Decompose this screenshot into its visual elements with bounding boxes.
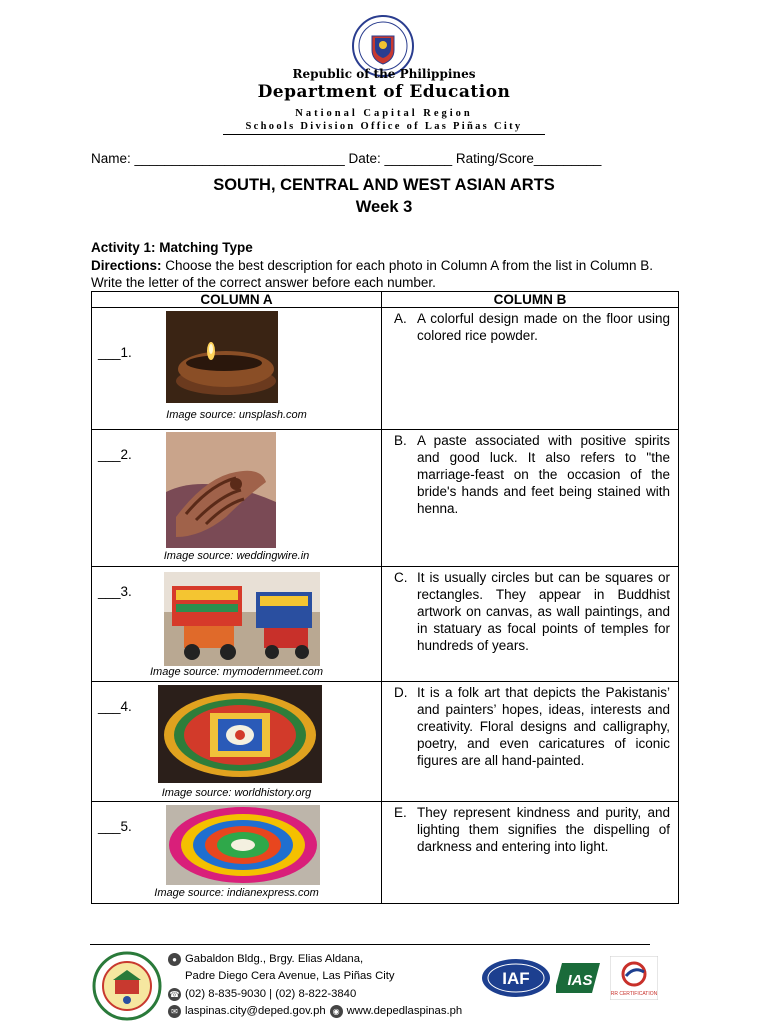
header-department: Department of Education — [257, 82, 511, 102]
page-subtitle: Week 3 — [355, 198, 413, 216]
header-divider — [223, 134, 545, 135]
iaf-label: IAF — [502, 969, 530, 988]
location-icon: ● — [168, 953, 181, 966]
choice-letter-e: E. — [394, 805, 407, 820]
directions-text: Choose the best description for each photo in Column A from the list in Column B. Write the letter of the correct answer before each number. — [91, 258, 654, 290]
choice-text-e: They represent kindness and purity, and lighting them signifies the dispelling of darkness and entering into light. — [417, 805, 670, 854]
email-icon: ✉ — [168, 1005, 181, 1018]
iaf-logo-icon — [481, 958, 551, 998]
ias-label: IAS — [567, 972, 593, 989]
answer-blank-1[interactable]: ___1. — [98, 345, 132, 360]
image-source-1: Image source: unsplash.com — [166, 409, 307, 421]
choice-text-b: A paste associated with positive spirits and good luck. It also refers to "the marriage-feast on the occasion of the bride's hands and feet being stained with henna. — [417, 433, 670, 516]
rr-cert-logo-icon — [610, 956, 658, 1000]
answer-blank-2[interactable]: ___2. — [98, 447, 132, 462]
page-title: SOUTH, CENTRAL AND WEST ASIAN ARTS — [213, 176, 555, 194]
footer-address-2: Padre Diego Cera Avenue, Las Piñas City — [185, 970, 395, 983]
choice-text-c: It is usually circles but can be squares or rectangles. They appear in Buddhist artwork on canvas, as wall paintings, and in statuary as focal points of temples for hundreds of years. — [417, 570, 670, 653]
henna-hand-photo — [166, 432, 276, 548]
footer-address-1: Gabaldon Bldg., Brgy. Elias Aldana, — [185, 953, 364, 965]
table-row — [92, 430, 679, 567]
table-row — [92, 567, 679, 682]
sdo-las-pinas-logo-icon — [91, 950, 163, 1022]
answer-blank-5[interactable]: ___5. — [98, 819, 132, 834]
matching-table — [91, 291, 679, 904]
sand-mandala-photo — [158, 685, 322, 783]
choice-letter-a: A. — [394, 311, 407, 326]
image-source-5: Image source: indianexpress.com — [154, 887, 319, 899]
phone-icon: ☎ — [169, 990, 180, 1000]
column-b-header: COLUMN B — [382, 292, 679, 308]
directions-label: Directions: — [91, 258, 162, 273]
truck-art-photo — [164, 572, 320, 666]
header-region: National Capital Region — [295, 108, 473, 119]
table-row — [92, 802, 679, 904]
header-republic: Republic of the Philippines — [292, 67, 476, 81]
answer-blank-4[interactable]: ___4. — [98, 699, 132, 714]
choice-letter-d: D. — [394, 685, 408, 700]
table-row — [92, 308, 679, 430]
footer-phone: (02) 8-835-9030 | (02) 8-822-3840 — [185, 987, 357, 1000]
choice-text-d: It is a folk art that depicts the Pakistanis’ and painters’ hopes, ideas, interests and creativity. Floral designs and calligraphy, poetry, and even caricatures of iconic figures are all hand-painted. — [417, 685, 670, 768]
choice-text-a: A colorful design made on the floor using colored rice powder. — [417, 311, 670, 343]
rangoli-photo — [166, 805, 320, 885]
footer-email[interactable]: laspinas.city@deped.gov.ph — [185, 1005, 326, 1018]
footer-divider — [90, 944, 650, 945]
footer-contact — [168, 951, 462, 1021]
web-icon: ◉ — [330, 1005, 343, 1018]
table-row — [92, 682, 679, 802]
activity-heading: Activity 1: Matching Type — [91, 240, 253, 255]
image-source-4: Image source: worldhistory.org — [161, 787, 312, 799]
image-source-2: Image source: weddingwire.in — [163, 550, 310, 562]
column-a-header: COLUMN A — [92, 292, 382, 308]
answer-blank-3[interactable]: ___3. — [98, 584, 132, 599]
diya-lamp-photo — [166, 311, 278, 403]
choice-letter-b: B. — [394, 433, 407, 448]
image-source-3: Image source: mymodernmeet.com — [149, 666, 323, 678]
header-division: Schools Division Office of Las Piñas City — [245, 121, 523, 132]
ias-logo-icon — [556, 955, 606, 1001]
rr-label: RR CERTIFICATION — [610, 991, 658, 997]
footer-web[interactable]: www.depedlaspinas.ph — [346, 1005, 463, 1018]
directions — [91, 257, 681, 291]
name-date-score-line[interactable]: Name: ____________________________ Date: _________ Rating/Score_________ — [91, 151, 602, 166]
choice-letter-c: C. — [394, 570, 408, 585]
